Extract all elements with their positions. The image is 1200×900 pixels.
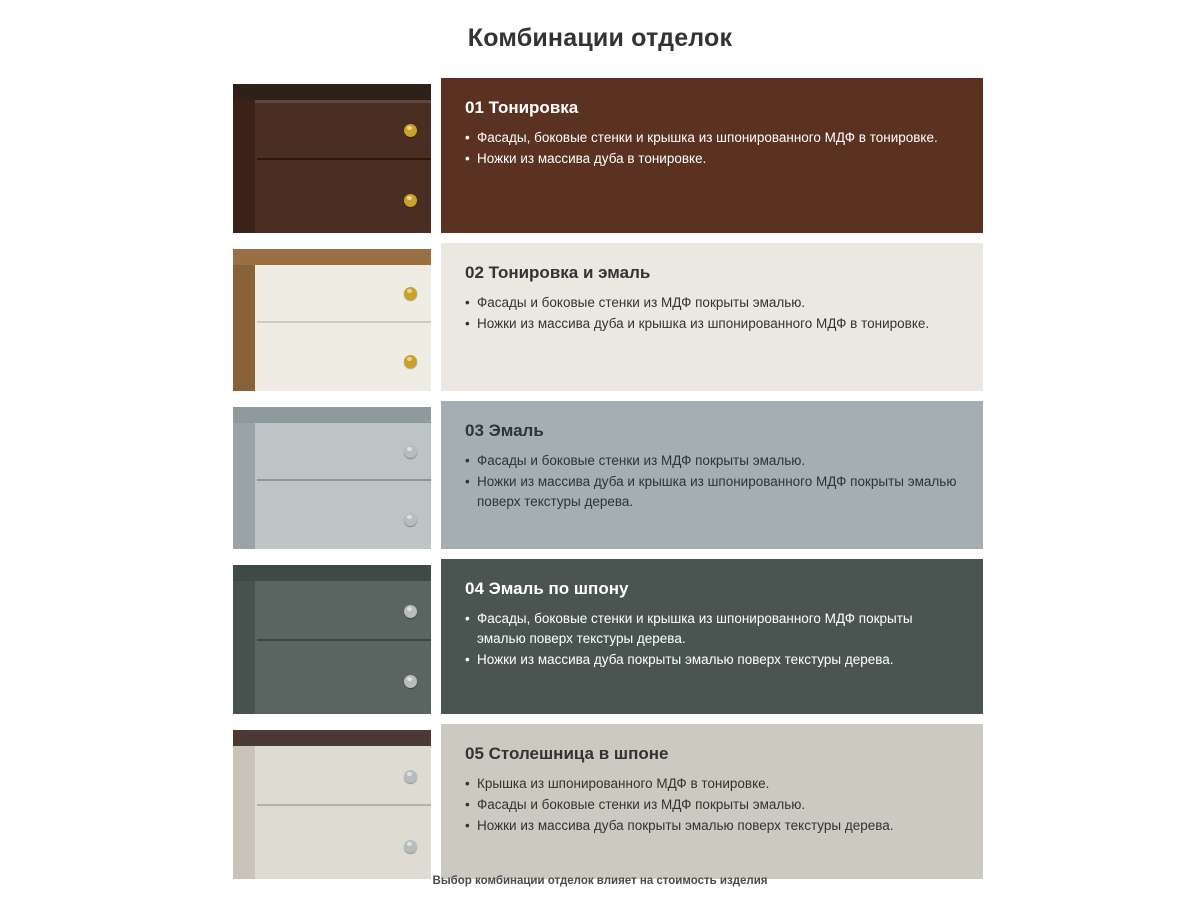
option-title: 01 Тонировка — [465, 98, 579, 117]
dresser-thumbnail — [233, 243, 431, 391]
body-highlight — [233, 100, 431, 103]
drawer-knob — [404, 675, 417, 688]
option-bullets — [465, 609, 959, 669]
list-item-bullet: • Крышка из шпонированного МДФ в тонировке. — [465, 774, 959, 794]
side-panel — [233, 100, 255, 233]
list-item[interactable] — [233, 401, 983, 549]
list-item[interactable] — [233, 559, 983, 714]
list-item-bullet: • Ножки из массива дуба и крышка из шпонированного МДФ покрыты эмалью поверх текстуры дерева. — [465, 472, 959, 511]
cabinet-body — [233, 423, 431, 549]
option-panel — [441, 559, 983, 714]
drawer-knob — [404, 605, 417, 618]
list-item-bullet: • Фасады, боковые стенки и крышка из шпонированного МДФ покрыты эмалью поверх текстуры дерева. — [465, 609, 959, 648]
dresser-thumbnail — [233, 401, 431, 549]
option-panel — [441, 78, 983, 233]
list-item[interactable] — [233, 78, 983, 233]
side-panel — [233, 746, 255, 879]
drawer-seam — [257, 804, 431, 806]
side-panel — [233, 581, 255, 714]
options-list — [233, 78, 983, 889]
option-panel — [441, 724, 983, 879]
side-panel — [233, 265, 255, 391]
option-bullets — [465, 774, 959, 835]
dresser-illustration — [233, 724, 431, 879]
drawer-seam — [257, 321, 431, 323]
list-item[interactable] — [233, 724, 983, 879]
dresser-illustration — [233, 401, 431, 549]
tabletop-slab — [233, 249, 431, 265]
drawer-seam — [257, 639, 431, 641]
list-item-bullet: • Ножки из массива дуба в тонировке. — [465, 149, 959, 169]
page-title: Комбинации отделок — [467, 24, 733, 52]
footnote: Выбор комбинации отделок влияет на стоимость изделия — [432, 875, 768, 887]
tabletop-slab — [233, 730, 431, 746]
dresser-thumbnail — [233, 78, 431, 233]
option-title: 05 Столешница в шпоне — [465, 744, 669, 763]
drawer-knob — [404, 513, 417, 526]
dresser-illustration — [233, 243, 431, 391]
drawer-seam — [257, 158, 431, 160]
list-item-bullet: • Фасады, боковые стенки и крышка из шпонированного МДФ в тонировке. — [465, 128, 959, 148]
option-title: 02 Тонировка и эмаль — [465, 263, 651, 282]
tabletop-slab — [233, 407, 431, 423]
list-item-bullet: • Ножки из массива дуба покрыты эмалью поверх текстуры дерева. — [465, 816, 959, 836]
option-bullets — [465, 128, 959, 168]
option-bullets — [465, 451, 959, 511]
cabinet-body — [233, 265, 431, 391]
list-item-bullet: • Ножки из массива дуба покрыты эмалью поверх текстуры дерева. — [465, 650, 959, 670]
dresser-thumbnail — [233, 559, 431, 714]
cabinet-body — [233, 746, 431, 879]
option-panel — [441, 243, 983, 391]
dresser-illustration — [233, 559, 431, 714]
tabletop-slab — [233, 565, 431, 581]
drawer-knob — [404, 840, 417, 853]
list-item-bullet: • Фасады и боковые стенки из МДФ покрыты эмалью. — [465, 293, 959, 313]
cabinet-body — [233, 581, 431, 714]
option-title: 04 Эмаль по шпону — [465, 579, 629, 598]
list-item[interactable] — [233, 243, 983, 391]
list-item-bullet: • Фасады и боковые стенки из МДФ покрыты эмалью. — [465, 795, 959, 815]
list-item-bullet: • Фасады и боковые стенки из МДФ покрыты эмалью. — [465, 451, 959, 471]
option-bullets — [465, 293, 959, 333]
drawer-seam — [257, 479, 431, 481]
drawer-knob — [404, 287, 417, 300]
cabinet-body — [233, 100, 431, 233]
drawer-knob — [404, 194, 417, 207]
dresser-thumbnail — [233, 724, 431, 879]
drawer-knob — [404, 445, 417, 458]
drawer-knob — [404, 770, 417, 783]
option-panel — [441, 401, 983, 549]
list-item-bullet: • Ножки из массива дуба и крышка из шпонированного МДФ в тонировке. — [465, 314, 959, 334]
drawer-knob — [404, 355, 417, 368]
drawer-knob — [404, 124, 417, 137]
tabletop-slab — [233, 84, 431, 100]
option-title: 03 Эмаль — [465, 421, 544, 440]
dresser-illustration — [233, 78, 431, 233]
side-panel — [233, 423, 255, 549]
